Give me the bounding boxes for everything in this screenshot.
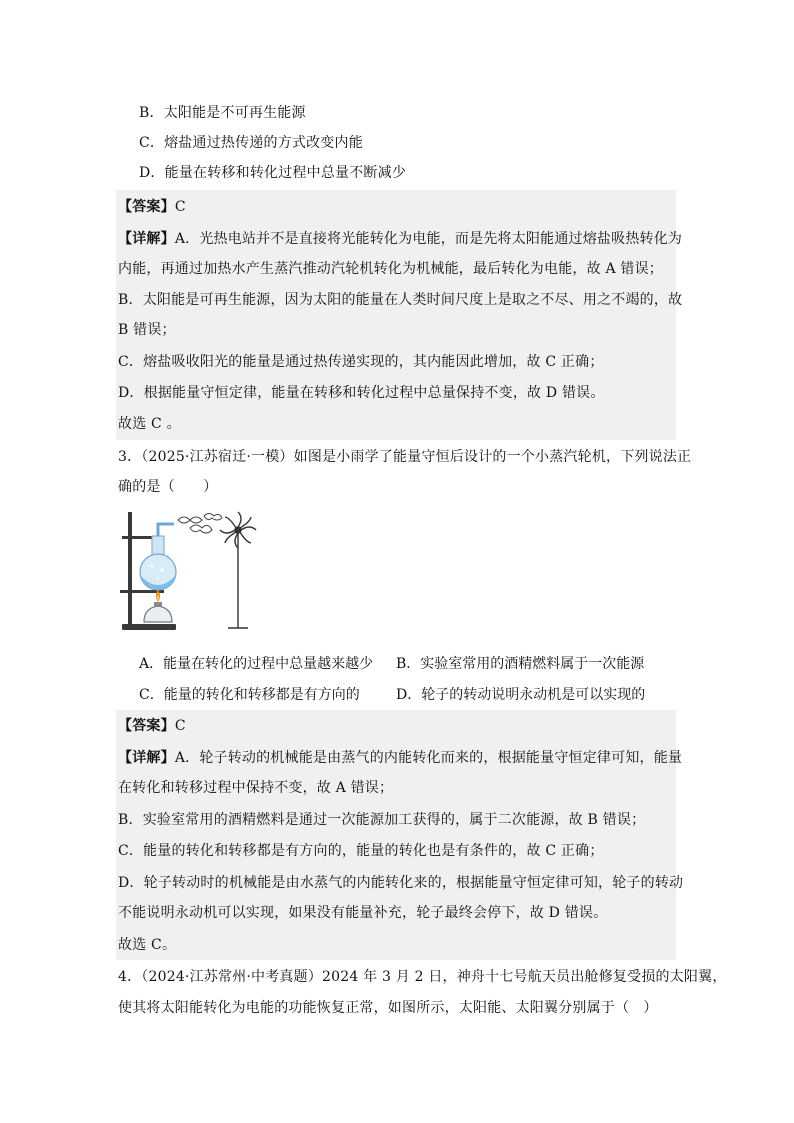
explain-text: A．光热电站并不是直接将光能转化为电能，而是先将太阳能通过熔盐吸热转化为 [174,231,683,247]
q4-stem-line-2: 使其将太阳能转化为电能的功能恢复正常，如图所示，太阳能、太阳翼分别属于（ ） [118,1000,658,1016]
q4-stem-line-1: 4．（2024·江苏常州·中考真题）2024 年 3 月 2 日，神舟十七号航天员出舱修复受损的太阳翼， [118,969,727,985]
q2-explain-line-2: 内能，再通过加热水产生蒸汽推动汽轮机转化为机械能，最后转化为电能，故 A 错误； [118,261,664,277]
q3-option-d: D．轮子的转动说明永动机是可以实现的 [396,687,646,703]
answer-label: 【答案】 [118,718,175,734]
q3-explain-line-5: D．轮子转动时的机械能是由水蒸气的内能转化来的，根据能量守恒定律可知，轮子的转动 [118,875,684,891]
answer-value: C [174,718,186,734]
q2-explain-line-4: B 错误； [118,322,176,338]
q3-explain-line-3: B．实验室常用的酒精燃料是通过一次能源加工获得的，属于二次能源，故 B 错误； [118,812,646,828]
q2-explain-line-3: B．太阳能是可再生能源，因为太阳的能量在人类时间尺度上是取之不尽、用之不竭的，故 [118,292,683,308]
q3-option-b: B．实验室常用的酒精燃料属于一次能源 [396,656,645,672]
explain-label: 【详解】 [118,231,175,247]
steam-turbine-apparatus-figure [118,506,278,640]
q2-answer-shade [116,190,676,440]
q2-explain-line-5: C．熔盐吸收阳光的能量是通过热传递实现的，其内能因此增加，故 C 正确； [118,354,604,370]
q3-explain-line-1 [118,749,682,767]
q3-option-a: A．能量在转化的过程中总量越来越少 [139,656,374,672]
explain-text: A．轮子转动的机械能是由蒸气的内能转化而来的，根据能量守恒定律可知，能量 [174,750,683,766]
answer-label: 【答案】 [118,199,175,215]
q3-explain-line-6: 不能说明永动机可以实现，如果没有能量补充，轮子最终会停下，故 D 错误。 [118,905,608,921]
explain-label: 【详解】 [118,750,175,766]
q2-explain-line-6: D．根据能量守恒定律，能量在转移和转化过程中总量保持不变，故 D 错误。 [118,385,605,401]
q2-answer [118,198,186,216]
q3-stem-line-1: 3．（2025·江苏宿迁·一模）如图是小雨学了能量守恒后设计的一个小蒸汽轮机，下列说法正 [118,449,692,465]
q3-option-c: C．能量的转化和转移都是有方向的 [139,687,360,703]
q2-explain-line-1 [118,230,682,248]
q3-conclusion: 故选 C。 [118,937,177,953]
q3-stem-line-2: 确的是（ ） [118,479,218,495]
q2-conclusion: 故选 C 。 [118,416,181,432]
q2-option-b: B．太阳能是不可再生能源 [139,105,306,121]
q3-answer-shade [116,710,676,960]
answer-value: C [174,199,186,215]
q3-explain-line-4: C．能量的转化和转移都是有方向的，能量的转化也是有条件的，故 C 正确； [118,843,604,859]
q3-answer [118,717,186,735]
q2-option-d: D．能量在转移和转化过程中总量不断减少 [139,165,407,181]
q2-option-c: C．熔盐通过热传递的方式改变内能 [139,135,363,151]
q3-explain-line-2: 在转化和转移过程中保持不变，故 A 错误； [118,780,394,796]
